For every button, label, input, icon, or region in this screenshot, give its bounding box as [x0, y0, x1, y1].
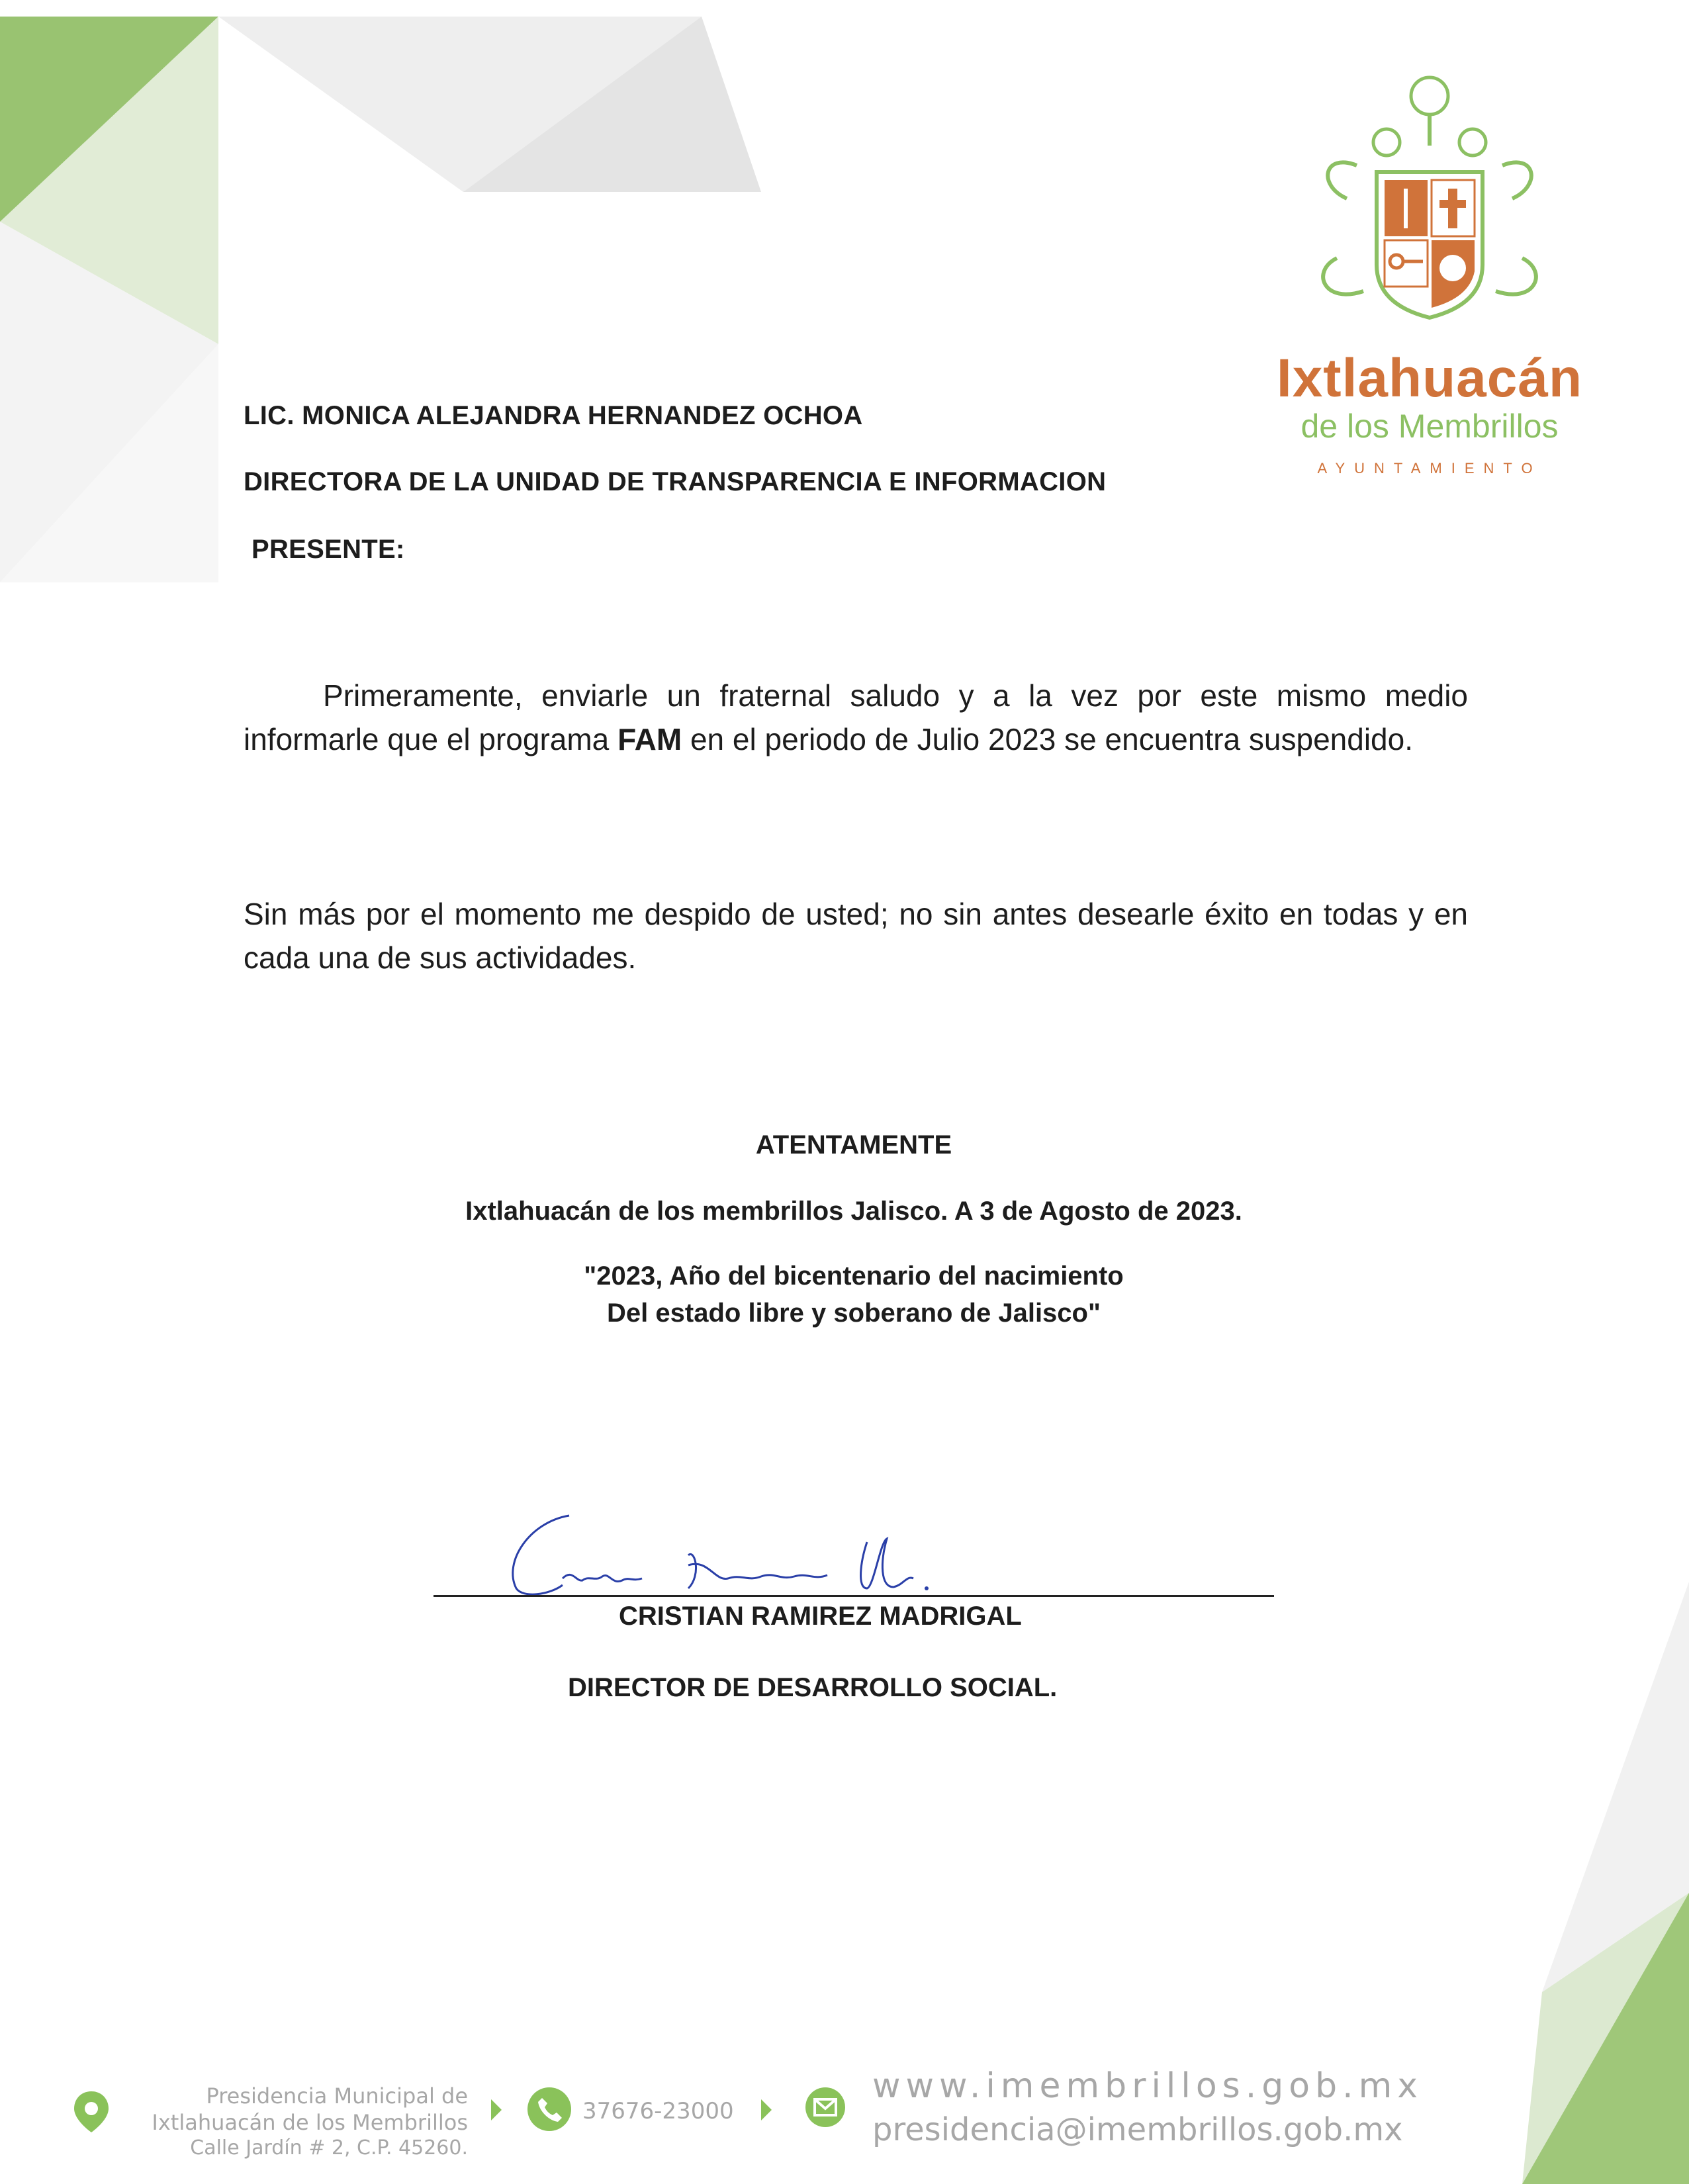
body-p1-text-a: Primeramente, enviarle un fraternal saludo y a la vez por este mismo medio informarle que el programa	[244, 678, 1468, 756]
recipient-name: LIC. MONICA ALEJANDRA HERNANDEZ OCHOA	[244, 401, 863, 430]
motto-line-1: "2023, Año del bicentenario del nacimiento	[584, 1261, 1124, 1291]
presente-label: PRESENTE:	[251, 535, 405, 564]
footer-email: presidencia@imembrillos.gob.mx	[872, 2111, 1403, 2148]
logo-municipality-name: Ixtlahuacán	[1276, 348, 1583, 408]
footer-address-line-1: Presidencia Municipal de	[206, 2083, 468, 2109]
footer	[0, 2065, 1689, 2184]
footer-phone: 37676-23000	[582, 2098, 734, 2124]
signature-line	[434, 1595, 1274, 1597]
mail-icon	[804, 2086, 846, 2128]
motto-line-2: Del estado libre y soberano de Jalisco"	[607, 1298, 1101, 1328]
recipient-position: DIRECTORA DE LA UNIDAD DE TRANSPARENCIA E INFORMACION	[244, 467, 1107, 496]
body-p1-text-b: en el periodo de Julio 2023 se encuentra suspendido.	[682, 722, 1413, 756]
footer-address-line-2: Ixtlahuacán de los Membrillos	[152, 2110, 468, 2135]
body-paragraph-1	[244, 674, 1468, 761]
logo-ayuntamiento: AYUNTAMIENTO	[1317, 460, 1542, 477]
footer-address-line-3: Calle Jardín # 2, C.P. 45260.	[190, 2136, 468, 2160]
signatory-name: CRISTIAN RAMIREZ MADRIGAL	[619, 1602, 1022, 1631]
arrow-right-icon	[490, 2098, 503, 2122]
arrow-right-icon	[760, 2098, 773, 2122]
logo-subtitle: de los Membrillos	[1301, 408, 1559, 445]
signatory-title: DIRECTOR DE DESARROLLO SOCIAL.	[568, 1673, 1058, 1702]
program-name: FAM	[617, 722, 682, 756]
handwritten-signature	[490, 1502, 966, 1602]
place-date: Ixtlahuacán de los membrillos Jalisco. A 3 de Agosto de 2023.	[465, 1197, 1242, 1226]
footer-website: www.imembrillos.gob.mx	[872, 2066, 1424, 2106]
municipal-logo	[1271, 73, 1588, 483]
coat-of-arms-icon	[1271, 73, 1588, 338]
atentamente-label: ATENTAMENTE	[755, 1130, 952, 1160]
phone-icon	[526, 2086, 572, 2132]
body-paragraph-2: Sin más por el momento me despido de usted; no sin antes desearle éxito en todas y en cada una de sus actividades.	[244, 897, 1468, 975]
